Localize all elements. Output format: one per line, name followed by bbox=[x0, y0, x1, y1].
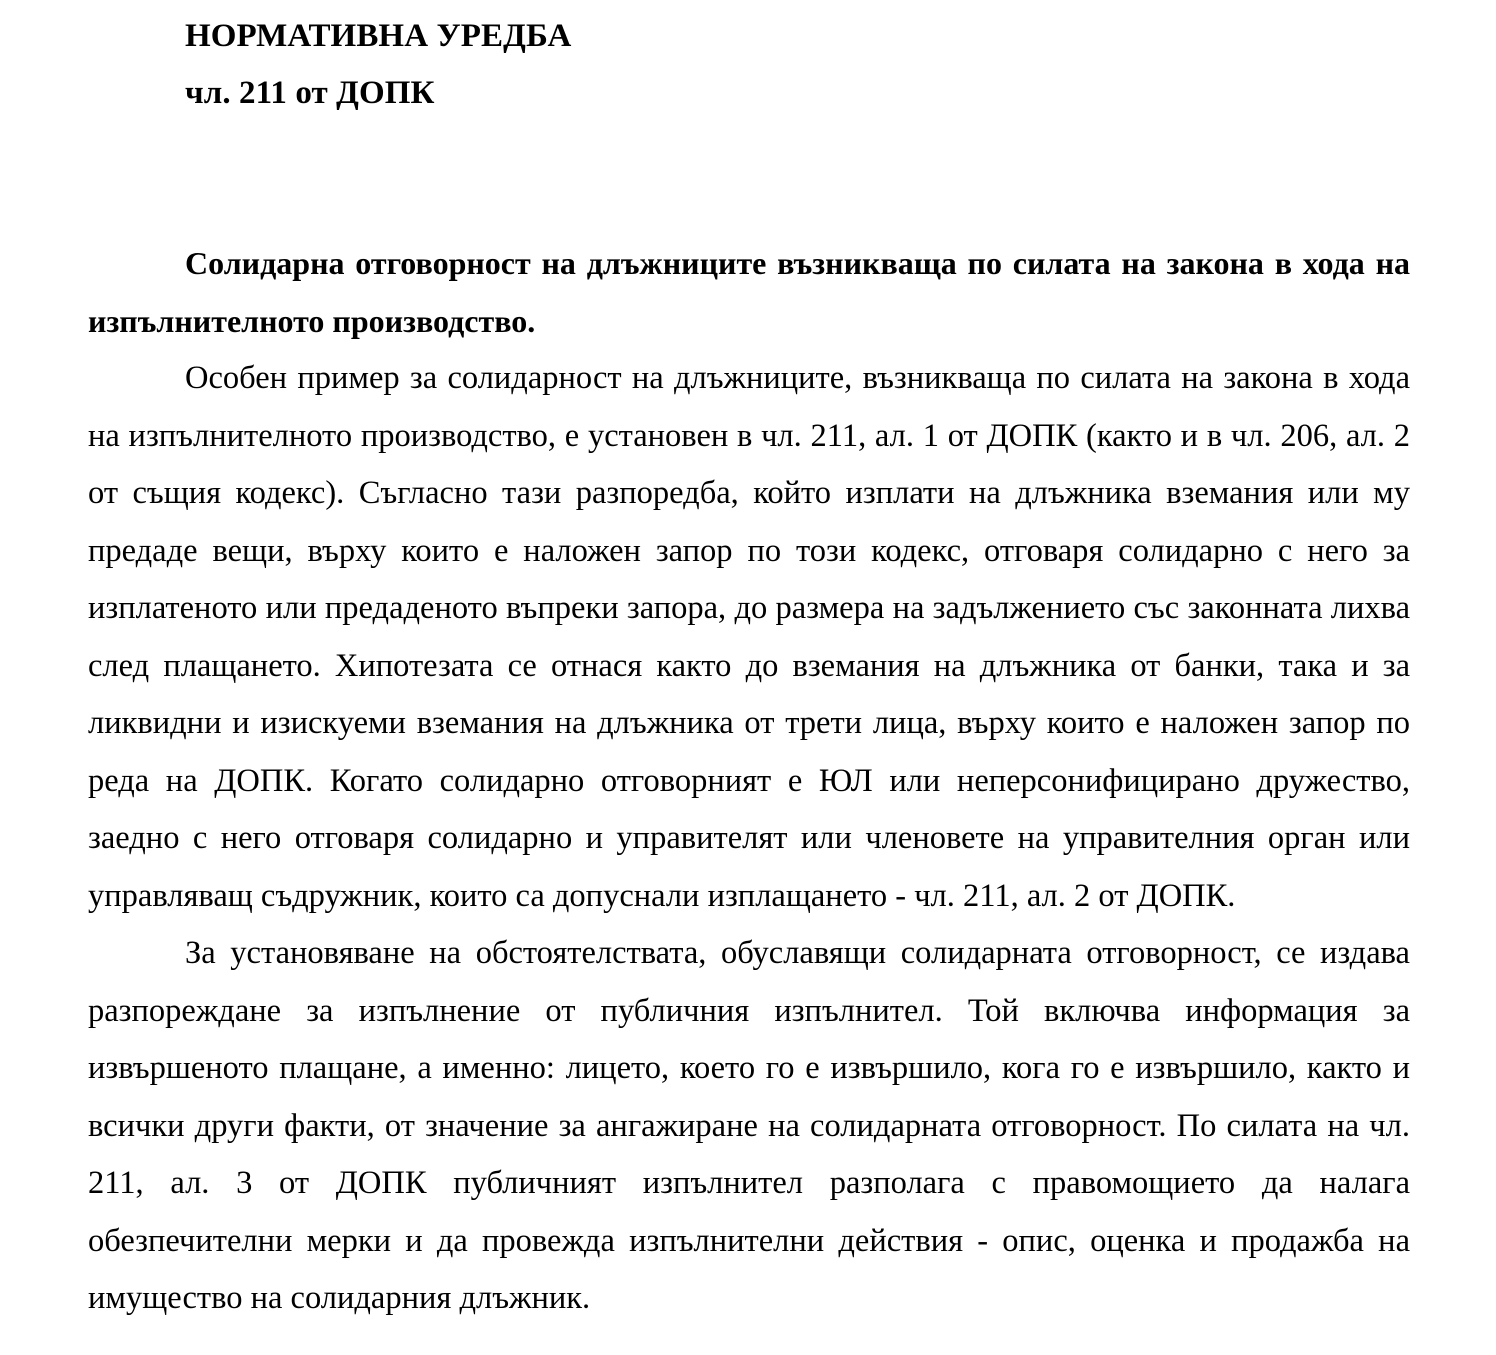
paragraph-lead-bold: Солидарна отговорност на длъжниците възникваща по силата на закона в хода на изпълнителното производство. bbox=[88, 245, 1410, 339]
paragraph-body-second: За установяване на обстоятелствата, обуславящи солидарната отговорност, се издава разпореждане за изпълнение от публичния изпълнител. Той включва информация за извършеното плащане, а именно: лицето, което го е извършило, кога го е извършило, както и всички други факти, от значение за ангажиране на солидарната отговорност. По силата на чл. 211, ал. 3 от ДОПК публичният изпълнител разполага с правомощието да налага обезпечителни мерки и да провежда изпълнителни действия - опис, оценка и продажба на имущество на солидарния длъжник. bbox=[88, 935, 1410, 1316]
paragraph-body-first: Особен пример за солидарност на длъжниците, възникваща по силата на закона в хода на изпълнителното производство, е установен в чл. 211, ал. 1 от ДОПК (както и в чл. 206, ал. 2 от същия кодекс). Съгласно тази разпоредба, който изплати на длъжника вземания или му предаде вещи, върху които е наложен запор по този кодекс, отговаря солидарно с него за изплатеното или предаденото въпреки запора, до размера на задължението със законната лихва след плащането. Хипотезата се отнася както до вземания на длъжника от банки, така и за ликвидни и изискуеми вземания на длъжника от трети лица, върху които е наложен запор по реда на ДОПК. Когато солидарно отговорният е ЮЛ или неперсонифицирано дружество, заедно с него отговаря солидарно и управителят или членовете на управителния орган или управляващ съдружник, които са допуснали изплащането - чл. 211, ал. 2 от ДОПК. bbox=[88, 360, 1410, 914]
heading-normative-regulation: НОРМАТИВНА УРЕДБА bbox=[185, 18, 572, 54]
heading-body-spacer bbox=[88, 122, 1410, 235]
document-text-column bbox=[88, 0, 1410, 1328]
heading-article-reference: чл. 211 от ДОПК bbox=[185, 75, 435, 111]
document-heading-block bbox=[88, 0, 1410, 122]
